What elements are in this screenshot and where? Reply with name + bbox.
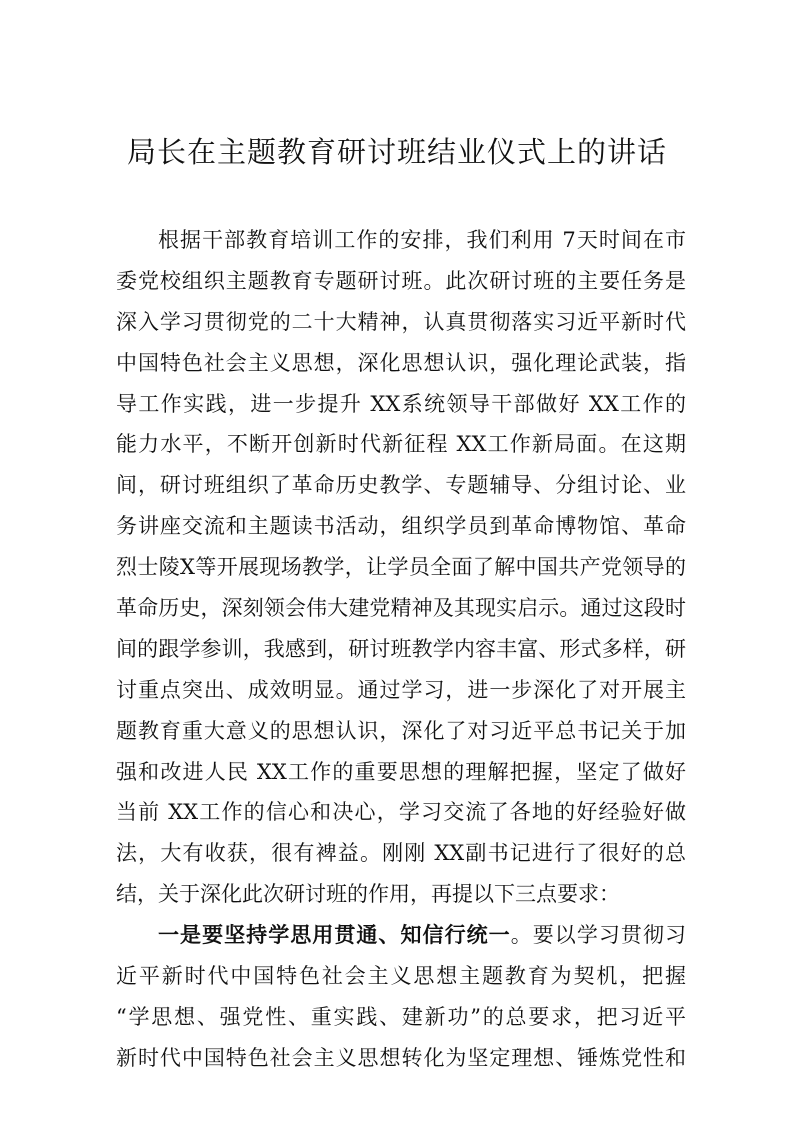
text-line: 烈士陵X等开展现场教学，让学员全面了解中国共产党领导的 xyxy=(116,555,686,580)
text-line: 革命历史，深刻领会伟大建党精神及其现实启示。通过这段时 xyxy=(116,596,686,621)
text-line: 根据干部教育培训工作的安排，我们利用 7天时间在市 xyxy=(158,228,686,252)
text-line: 近平新时代中国特色社会主义思想主题教育为契机，把握 xyxy=(116,964,686,989)
text-line: 题教育重大意义的思想认识，深化了对习近平总书记关于加 xyxy=(116,718,686,743)
text-line: 结，关于深化此次研讨班的作用，再提以下三点要求： xyxy=(116,882,620,907)
text-line: 深入学习贯彻党的二十大精神，认真贯彻落实习近平新时代 xyxy=(116,309,686,334)
text-line xyxy=(116,915,686,956)
point-one-heading: 一是要坚持学思用贯通、知信行统一 xyxy=(158,922,511,948)
text-line: 间，研讨班组织了革命历史教学、专题辅导、分组讨论、业 xyxy=(116,473,686,498)
document-title: 局长在主题教育研讨班结业仪式上的讲话 xyxy=(126,135,667,169)
document-body xyxy=(116,220,686,1079)
paragraph-point-one xyxy=(116,915,686,1079)
text-line: 新时代中国特色社会主义思想转化为坚定理想、锤炼党性和 xyxy=(116,1045,686,1070)
text-line: 当前 XX工作的信心和决心，学习交流了各地的好经验好做 xyxy=(116,800,686,825)
text-line: 法，大有收获，很有裨益。刚刚 XX副书记进行了很好的总 xyxy=(116,841,686,866)
text-line: 中国特色社会主义思想，深化思想认识，强化理论武装，指 xyxy=(116,350,686,375)
text-line: “学思想、强党性、重实践、建新功”的总要求，把习近平 xyxy=(116,1004,686,1029)
paragraph-intro xyxy=(116,220,686,915)
text-line: 委党校组织主题教育专题研讨班。此次研讨班的主要任务是 xyxy=(116,268,686,293)
text-line: 导工作实践，进一步提升 XX系统领导干部做好 XX工作的 xyxy=(116,391,686,416)
text-line: 能力水平，不断开创新时代新征程 XX工作新局面。在这期 xyxy=(116,432,686,457)
text-line: 间的跟学参训，我感到，研讨班教学内容丰富、形式多样，研 xyxy=(116,636,686,661)
text-line: 讨重点突出、成效明显。通过学习，进一步深化了对开展主 xyxy=(116,677,686,702)
text-line: 务讲座交流和主题读书活动，组织学员到革命博物馆、革命 xyxy=(116,514,686,539)
text-line: 强和改进人民 XX工作的重要思想的理解把握，坚定了做好 xyxy=(116,759,686,784)
point-one-heading-rest: 。要以学习贯彻习 xyxy=(510,923,686,948)
